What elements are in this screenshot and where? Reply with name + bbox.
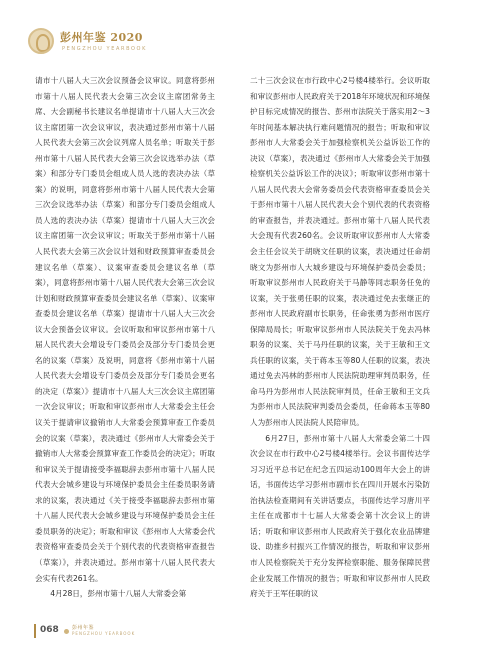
right-column	[250, 73, 430, 602]
yearbook-subtitle: PENGZHOU YEARBOOK	[62, 46, 147, 52]
paragraph: 请市十八届人大三次会议预备会议审议。同意将彭州市第十八届人民代表大会第三次会议主席团常务主席、大会副秘书长建议名单提请市十八届人大三次会议主席团第一次会议审议，表决通过彭州市第十八届人民代表大会第三次会议列席人员名单；听取关于彭州市第十八届人民代表大会第三次会议选举办法（草案）和部分专门委员会组成人员人选的表决办法（草案）的说明，同意将彭州市第十八届人民代表大会第三次会议选举办法（草案）和部分专门委员会组成人员人选的表决办法（草案）提请市十八届人大三次会议主席团第一次会议审议；听取关于彭州市第十八届人民代表大会第三次会议计划和财政预算审查委员会建议名单（草案）、议案审查委员会建议名单（草案），同意将彭州市第十八届人民代表大会第三次会议计划和财政预算审查委员会建议名单（草案）、议案审查委员会建议名单（草案）提请市十八届人大三次会议大会预备会议审议。会议听取和审议彭州市第十八届人民代表大会增设专门委员会及部分专门委员会更名的议案（草案）及说明，同意将《彭州市第十八届人民代表大会增设专门委员会及部分专门委员会更名的决定（草案）》提请市十八届人大三次会议主席团第一次会议审议；听取和审议彭州市人大常委会主任会议关于提请审议撤销市人大常委会预算审查工作委员会的议案（草案），表决通过《彭州市人大常委会关于撤销市人大常委会预算审查工作委员会的决定》；听取和审议关于提请接受李福聪辞去彭州市第十八届人民代表大会城乡建设与环境保护委员会主任委员职务请求的议案，表决通过《关于接受李福聪辞去彭州市第十八届人民代表大会城乡建设与环境保护委员会主任委员职务的决定》；听取和审议《彭州市人大常委会代表资格审查委员会关于个别代表的代表资格审查报告（草案）》，并表决通过。彭州市第十八届人民代表大会实有代表261名。	[35, 76, 215, 583]
paragraph: 二十三次会议在市行政中心2号楼4楼举行。会议听取和审议彭州市人民政府关于2018年环境状况和环境保护目标完成情况的报告、彭州市法院关于落实用2～3年时间基本解决执行难问题情况的报告；听取和审议彭州市人大常委会关于加强检察机关公益诉讼工作的决议（草案），表决通过《彭州市人大常委会关于加强检察机关公益诉讼工作的决议》；听取审议彭州市第十八届人民代表大会常务委员会代表资格审查委员会关于彭州市第十八届人民代表大会个别代表的代表资格的审查报告，并表决通过。彭州市第十八届人民代表大会现有代表260名。会议听取审议彭州市人大常委会主任会议关于胡晓文任职的议案，表决通过任命胡晓文为彭州市人大城乡建设与环境保护委员会委员；听取审议彭州市人民政府关于马静等同志职务任免的议案，关于张勇任职的议案，表决通过免去张继正的彭州市人民政府副市长职务，任命张勇为彭州市医疗保障局局长；听取审议彭州市人民法院关于免去冯林职务的议案、关于马丹任职的议案，关于王敏和王文兵任职的议案，关于蒋本玉等80人任职的议案，表决通过免去冯林的彭州市人民法院助理审判员职务，任命马丹为彭州市人民法院审判员，任命王敏和王文兵为彭州市人民法院审判委员会委员，任命蒋本玉等80人为彭州市人民法院人民陪审员。	[250, 76, 430, 428]
footer-divider	[34, 624, 36, 638]
left-column	[35, 73, 215, 602]
paragraph: 4月28日，彭州市第十八届人大常委会第	[50, 589, 187, 599]
yearbook-logo-icon	[28, 28, 54, 54]
yearbook-title: 彭州年鉴 2020	[60, 31, 143, 44]
paragraph: 6月27日，彭州市第十八届人大常委会第二十四次会议在市行政中心2号楼4楼举行。会议书面传达学习习近平总书记在纪念五四运动100周年大会上的讲话，书面传达学习彭州市副市长在四川开展水污染防治执法检查期间有关讲话要点，书面传达学习唐川平主任在成都市十七届人大常委会第十次会议上的讲话；听取和审议彭州市人民政府关于强化农业品牌建设、助推乡村振兴工作情况的报告，听取和审议彭州市人民检察院关于充分发挥检察职能、服务保障民营企业发展工作情况的报告；听取和审议彭州市人民政府关于王军任职的议	[250, 433, 430, 599]
page-footer	[0, 622, 480, 642]
page-header	[0, 0, 480, 70]
footer-brand: 彭州年鉴	[72, 625, 95, 631]
footer-brand-subtitle: PENGZHOU YEARBOOK	[72, 631, 136, 636]
footer-logo-icon	[64, 629, 69, 634]
page-number: 068	[40, 625, 59, 635]
